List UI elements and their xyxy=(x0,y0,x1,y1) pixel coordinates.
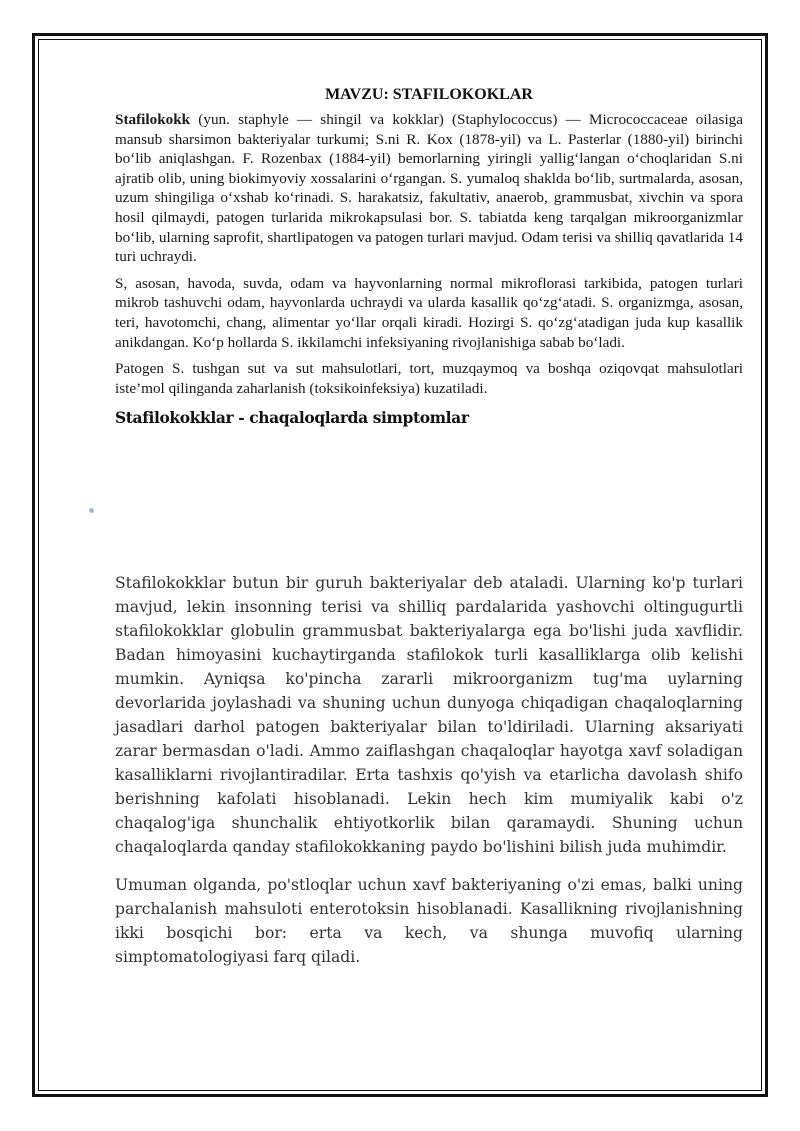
section-two-body xyxy=(115,571,743,969)
definition-text: (yun. staphyle — shingil va kokklar) (Staphylococcus) — Micrococcaceae oilasiga mansub sharsimon bakteriyalar turkumi; S.ni R. Kox (1878-yil) va L. Pasterlar (1880-yil) birinchi bo‘lib aniqlashgan. F. Rozenbax (1884-yil) bemorlarning yiringli yallig‘langan o‘choqlaridan S.ni ajratib olib, uning biokimyoviy xossalarini o‘rgangan. S. yumaloq shaklda bo‘lib, surtmalarda, asosan, uzum shingiliga o‘xshab ko‘rinadi. S. harakatsiz, fakultativ, anaerob, grammusbat, xivchin va spora hosil qilmaydi, patogen turlarida mikrokapsulasi bor. S. tabiatda keng tarqalgan mikroorganizmlar bo‘lib, ularning saprofit, shartlipatogen va patogen turlari mavjud. Odam terisi va shilliq qavatlarida 14 turi uchraydi. xyxy=(115,111,743,266)
bullet-dot-icon xyxy=(89,508,94,513)
paragraph-spread: S, asosan, havoda, suvda, odam va hayvonlarning normal mikroflorasi tarkibida, patogen turlari mikrob tashuvchi odam, hayvonlarda uchraydi va ularda kasallik qo‘zg‘atadi. S. organizmga, asosan, teri, havotomchi, chang, alimentar yo‘llar orqali kiradi. Hozirgi S. qo‘zg‘atadigan juda kup kasallik anikdangan. Ko‘p hollarda S. ikkilamchi infeksiyaning rivojlanishiga sabab bo‘ladi. xyxy=(115,274,743,351)
paragraph-enterotoxin: Umuman olganda, po'stloqlar uchun xavf bakteriyaning o'zi emas, balki uning parchalanish mahsuloti enterotoksin hisoblanadi. Kasallikning rivojlanishning ikki bosqichi bor: erta va kech, va shunga muvofiq ularning simptomatologiyasi farq qiladi. xyxy=(115,876,743,966)
term-bold: Stafilokokk xyxy=(115,111,191,128)
section-heading: Stafilokokklar - chaqaloqlarda simptomlar xyxy=(115,408,469,428)
document-title: MAVZU: STAFILOKOKLAR xyxy=(325,86,533,103)
paragraph-poisoning: Patogen S. tushgan sut va sut mahsulotlari, tort, muzqaymoq va boshqa oziqovqat mahsulotlari iste’mol qilinganda zaharlanish (toksikoinfeksiya) kuzatiladi. xyxy=(115,360,743,397)
paragraph-definition xyxy=(115,110,743,267)
paragraph-newborns: Stafilokokklar butun bir guruh bakteriyalar deb ataladi. Ularning ko'p turlari mavjud, lekin insonning terisi va shilliq pardalarida yashovchi oltingugurtli stafilokokklar globulin grammusbat bakteriyalarga ega bo'lishi juda xavflidir. Badan himoyasini kuchaytirganda stafilokok turli kasalliklarga olib kelishi mumkin. Ayniqsa ko'pincha zararli mikroorganizm tug'ma uylarning devorlarida joylashadi va shuning uchun dunyoga chiqadigan chaqaloqlarning jasadlari darhol patogen bakteriyalar bilan to'ldiriladi. Ularning aksariyati zarar bermasdan o'ladi. Ammo zaiflashgan chaqaloqlar hayotga xavf soladigan kasalliklarni rivojlantiradilar. Erta tashxis qo'yish va etarlicha davolash shifo berishning kafolati hisoblanadi. Lekin hech kim mumiyalik kabi o'z chaqalog'iga shunchalik ehtiyotkorlik bilan qaramaydi. Shuning uchun chaqaloqlarda qanday stafilokokkaning paydo bo'lishini bilish juda muhimdir. xyxy=(115,574,743,856)
document-body xyxy=(115,80,743,427)
